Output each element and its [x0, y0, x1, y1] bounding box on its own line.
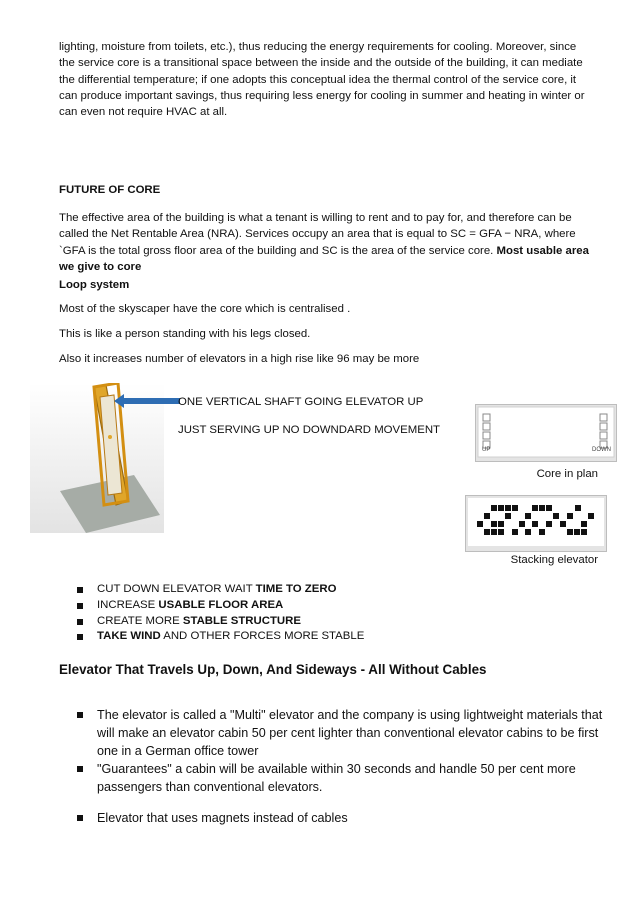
shaft-label-2: JUST SERVING UP NO DOWNDARD MOVEMENT — [178, 424, 441, 436]
benefit-bold: USABLE FLOOR AREA — [158, 598, 284, 611]
intro-paragraph: lighting, moisture from toilets, etc.), thus reducing the energy requirements for cooling. Moreover, since the service core is a transitional space between the inside and the outside of the building, it can mediate the differential temperature; if one adopts this conceptual idea the thermal control of the service core, it can produce important savings, thus requiring less energy for cooling in summer and heating in winter or can even not require HVAC at all. — [59, 41, 585, 119]
list-item — [77, 598, 364, 614]
elevator-bullet-text: Elevator that uses magnets instead of cables — [97, 811, 348, 825]
core-in-plan-figure — [475, 404, 617, 462]
list-item — [77, 629, 364, 645]
list-item — [77, 614, 364, 630]
list-item — [77, 809, 607, 827]
elevator-section-heading: Elevator That Travels Up, Down, And Sideways - All Without Cables — [59, 662, 487, 677]
plan-up-label: UP — [482, 447, 491, 453]
effective-area-paragraph — [59, 210, 604, 275]
benefit-bold: TAKE WIND — [97, 630, 161, 643]
elevator-bullet-list — [77, 706, 607, 827]
benefit-rest: AND OTHER FORCES MORE STABLE — [160, 630, 365, 643]
benefit-list — [77, 582, 364, 645]
bullet-square-icon — [77, 603, 83, 609]
plan-down-label: DOWN — [592, 447, 611, 453]
loop-line-1: Most of the skyscaper have the core which is centralised . — [59, 303, 351, 315]
core-in-plan-caption: Core in plan — [536, 468, 598, 480]
benefit-plain: CUT DOWN ELEVATOR WAIT — [97, 583, 256, 595]
elevator-bullet-text: "Guarantees" a cabin will be available within 30 seconds and handle 50 per cent more passengers than conventional elevators. — [97, 762, 576, 794]
loop-line-3: Also it increases number of elevators in a high rise like 96 may be more — [59, 353, 420, 365]
list-item — [77, 582, 364, 598]
bullet-square-icon — [77, 619, 83, 625]
effective-area-bold: Most usable area we give to core — [59, 244, 589, 273]
future-of-core-heading: FUTURE OF CORE — [59, 184, 161, 196]
bullet-square-icon — [77, 815, 83, 821]
stacking-elevator-figure — [465, 495, 607, 552]
effective-area-text: The effective area of the building is what a tenant is willing to rent and to pay for, and therefore can be called the Net Rentable Area (NRA). Services occupy an area that is equal to SC = GFA − NRA, where `GFA is the total gross floor area of the building and SC is the area of the service core. — [59, 212, 576, 257]
elevator-bullet-text: The elevator is called a "Multi" elevator and the company is using lightweight materials that will make an elevator cabin 50 per cent lighter than conventional elevator cabins to be first one in a German office tower — [97, 708, 603, 758]
benefit-plain: CREATE MORE — [97, 614, 183, 627]
loop-line-2: This is like a person standing with his legs closed. — [59, 328, 311, 340]
bullet-square-icon — [77, 587, 83, 593]
benefit-plain: INCREASE — [97, 598, 159, 611]
bullet-square-icon — [77, 766, 83, 772]
benefit-bold: TIME TO ZERO — [255, 583, 337, 595]
stacking-elevator-caption: Stacking elevator — [510, 554, 598, 566]
list-item — [77, 706, 607, 760]
benefit-bold: STABLE STRUCTURE — [182, 614, 301, 627]
bullet-square-icon — [77, 712, 83, 718]
arrow-icon — [114, 394, 180, 408]
list-item — [77, 760, 607, 796]
shaft-label-1: ONE VERTICAL SHAFT GOING ELEVATOR UP — [178, 396, 424, 408]
bullet-square-icon — [77, 634, 83, 640]
loop-system-heading: Loop system — [59, 279, 130, 291]
